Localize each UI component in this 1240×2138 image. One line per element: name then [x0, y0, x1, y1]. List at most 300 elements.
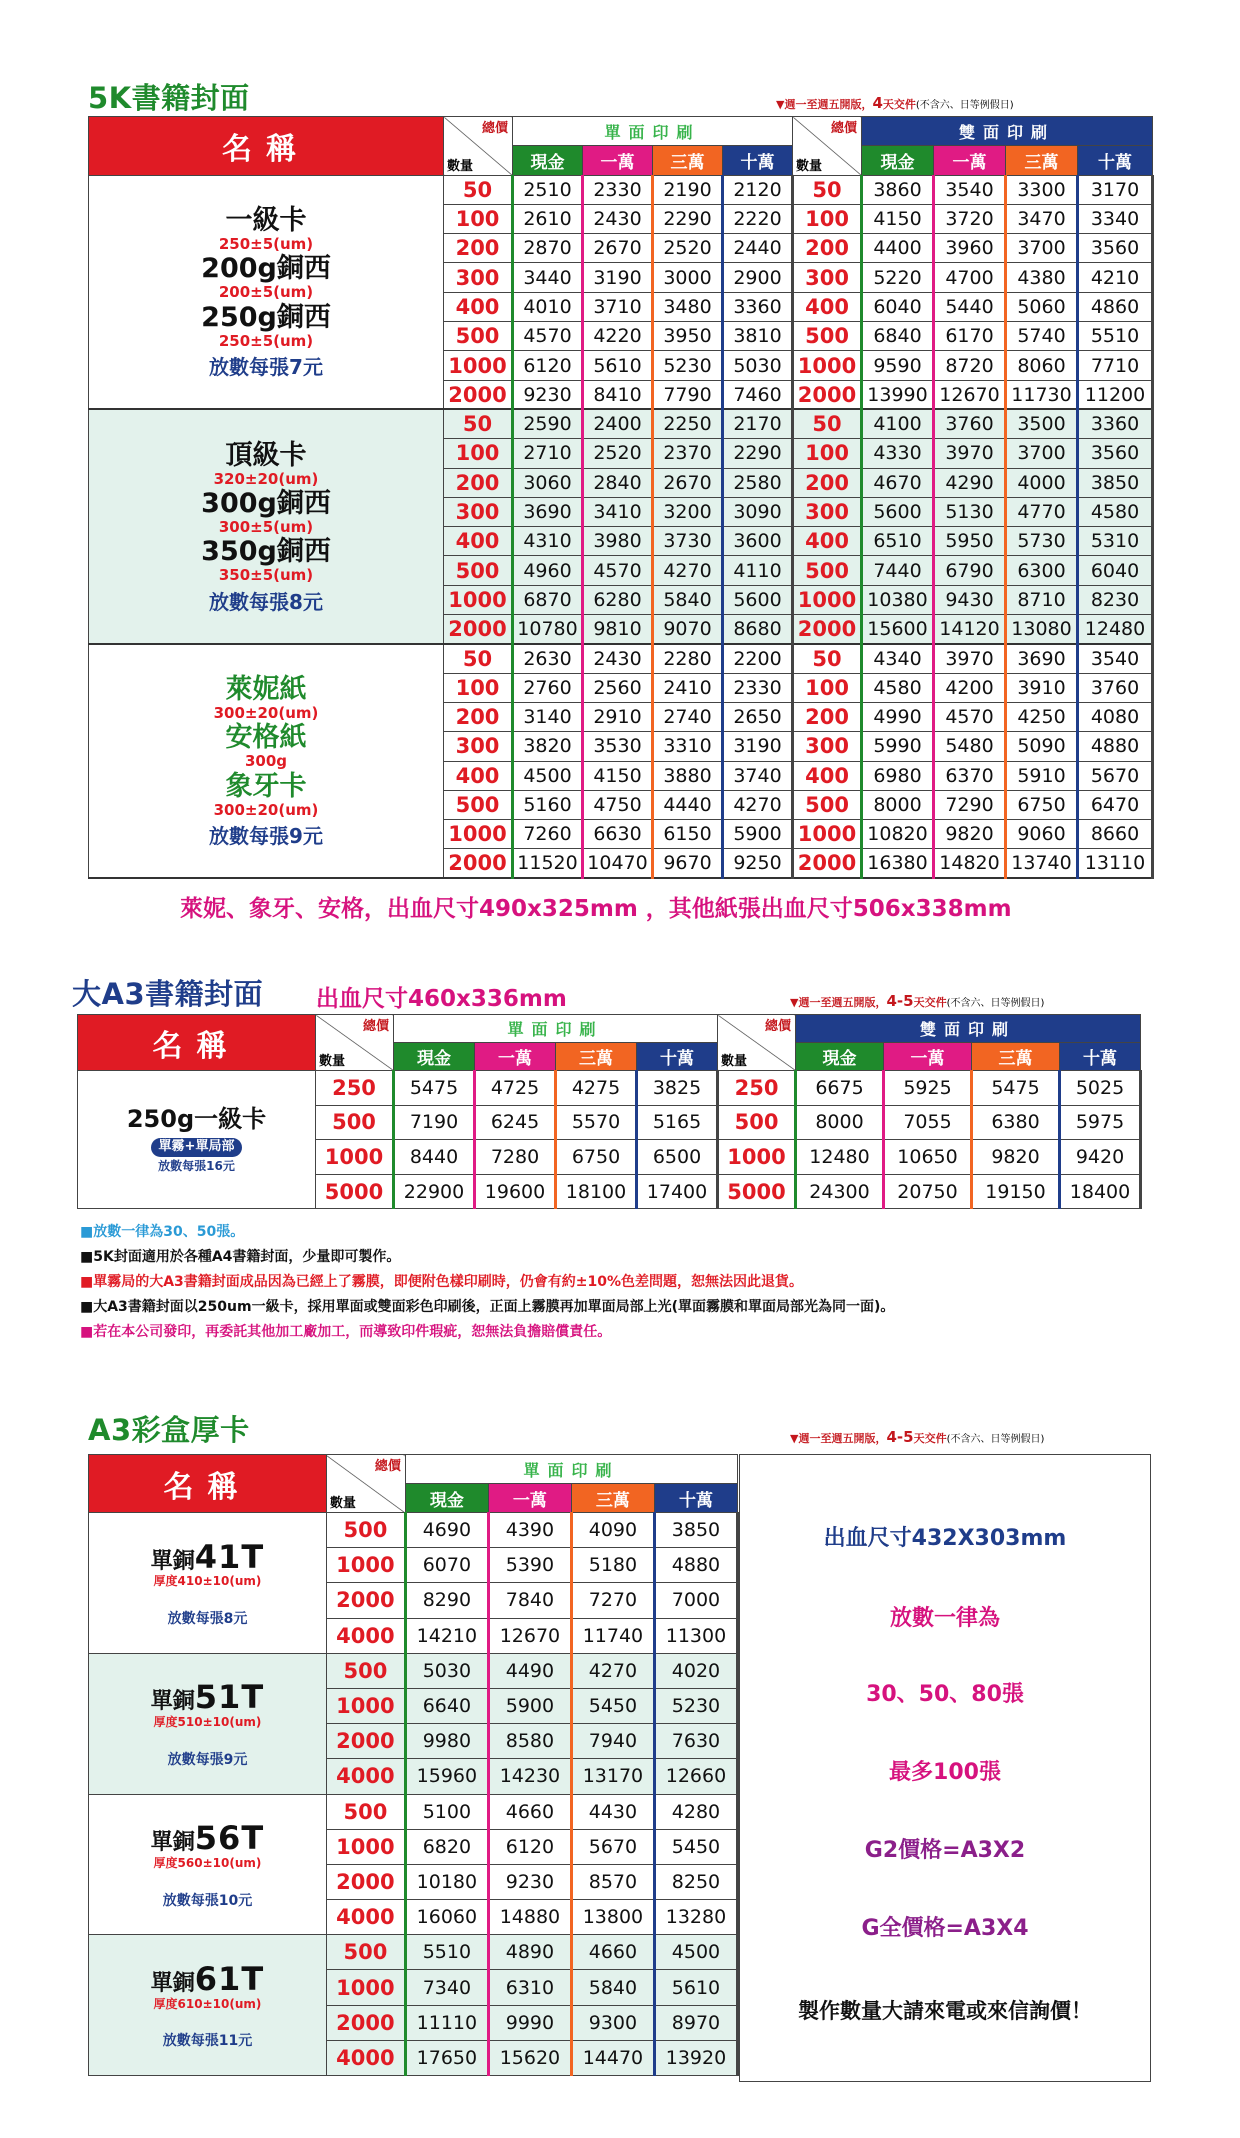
price-cell: 11300: [654, 1618, 737, 1653]
col-header: 一萬: [884, 1043, 972, 1071]
price-cell: 5160: [513, 790, 583, 819]
product-line: 頂級卡: [225, 439, 307, 471]
product-title: [93, 1961, 322, 1998]
price-cell: 3340: [1078, 204, 1153, 233]
price-cell: 3740: [723, 761, 793, 790]
price-cell: 5510: [1078, 322, 1153, 351]
price-cell: 15960: [405, 1759, 488, 1794]
qty-cell: 400: [793, 527, 862, 556]
price-cell: 7290: [934, 790, 1006, 819]
qty-cell: 1000: [444, 351, 513, 380]
price-cell: 4340: [862, 644, 934, 673]
price-cell: 3700: [1006, 234, 1078, 263]
price-cell: 6120: [488, 1829, 571, 1864]
price-cell: 4250: [1006, 702, 1078, 731]
product-name-cell: [89, 1794, 327, 1935]
price-cell: 3300: [1006, 175, 1078, 204]
info-line: 出血尺寸432X303mm: [823, 1526, 1067, 1551]
price-cell: 14820: [934, 849, 1006, 878]
col-header: 十萬: [1078, 146, 1153, 175]
price-cell: 3530: [583, 732, 653, 761]
qty-cell: 500: [793, 556, 862, 585]
price-cell: 6500: [637, 1140, 718, 1175]
qty-cell: 500: [326, 1935, 405, 1970]
price-cell: 4275: [556, 1071, 637, 1106]
price-cell: 9820: [972, 1140, 1060, 1175]
col-header: 現金: [796, 1043, 884, 1071]
price-cell: 14230: [488, 1759, 571, 1794]
note-mid: 天交件: [882, 98, 916, 111]
name-header: 名稱: [89, 1455, 327, 1513]
price-cell: 7000: [654, 1583, 737, 1618]
price-cell: 2410: [653, 673, 723, 702]
price-cell: 3540: [934, 175, 1006, 204]
col-header: 三萬: [556, 1043, 637, 1071]
col-header: 現金: [513, 146, 583, 175]
per-sheet: 放數每張9元: [167, 1751, 248, 1768]
qty-cell: 250: [316, 1071, 394, 1106]
product-code: 41T: [194, 1537, 265, 1576]
price-cell: 2520: [583, 439, 653, 468]
double-side-header: 雙面印刷: [796, 1015, 1141, 1043]
price-cell: 2120: [723, 175, 793, 204]
col-header: 三萬: [972, 1043, 1060, 1071]
total-qty-header: [444, 117, 513, 176]
price-cell: 12670: [934, 380, 1006, 409]
qty-cell: 100: [444, 439, 513, 468]
price-cell: 16380: [862, 849, 934, 878]
table-row: [89, 1794, 738, 1829]
price-cell: 8570: [571, 1864, 654, 1899]
price-cell: 4570: [934, 702, 1006, 731]
price-cell: 2590: [513, 409, 583, 438]
price-cell: 5310: [1078, 527, 1153, 556]
price-cell: 4660: [571, 1935, 654, 1970]
price-cell: 8000: [862, 790, 934, 819]
qty-cell: 1000: [326, 1548, 405, 1583]
price-cell: 12480: [1078, 615, 1153, 644]
qty-cell: 500: [793, 790, 862, 819]
price-cell: 9430: [934, 585, 1006, 614]
col-header: 三萬: [1006, 146, 1078, 175]
product-line: 250g銅西: [201, 301, 331, 333]
table-row: [89, 1513, 738, 1548]
price-cell: 5510: [405, 1935, 488, 1970]
product-code: 51T: [194, 1678, 265, 1717]
price-cell: 2330: [723, 673, 793, 702]
price-cell: 4880: [1078, 732, 1153, 761]
single-side-header: 單面印刷: [513, 117, 793, 146]
price-cell: 19600: [475, 1174, 556, 1209]
price-cell: 6370: [934, 761, 1006, 790]
price-cell: 2580: [723, 468, 793, 497]
price-cell: 4310: [513, 527, 583, 556]
price-cell: 12480: [796, 1140, 884, 1175]
price-cell: 4690: [405, 1513, 488, 1548]
section1-delivery-note: [776, 94, 1014, 112]
price-cell: 14120: [934, 615, 1006, 644]
qty-cell: 2000: [793, 849, 862, 878]
price-cell: 6840: [862, 322, 934, 351]
price-cell: 7270: [571, 1583, 654, 1618]
price-cell: 5610: [654, 1970, 737, 2005]
product-thickness: 厚度410±10(um): [153, 1574, 262, 1589]
qty-cell: 50: [793, 644, 862, 673]
price-cell: 3500: [1006, 409, 1078, 438]
price-cell: 7190: [394, 1105, 475, 1140]
price-cell: 4150: [583, 761, 653, 790]
price-cell: 3760: [934, 409, 1006, 438]
qty-cell: 200: [793, 702, 862, 731]
price-cell: 5925: [884, 1071, 972, 1106]
price-cell: 16060: [405, 1900, 488, 1935]
qty-cell: 200: [793, 468, 862, 497]
price-cell: 5670: [1078, 761, 1153, 790]
col-header: 一萬: [934, 146, 1006, 175]
qty-cell: 2000: [326, 1724, 405, 1759]
price-cell: 5600: [862, 497, 934, 526]
header-row: [78, 1015, 1141, 1043]
price-cell: 6675: [796, 1071, 884, 1106]
price-cell: 19150: [972, 1174, 1060, 1209]
qty-cell: 2000: [793, 615, 862, 644]
qty-cell: 1000: [316, 1140, 394, 1175]
product-title: [93, 1679, 322, 1716]
price-cell: 12670: [488, 1618, 571, 1653]
name-header: 名稱: [78, 1015, 316, 1071]
total-label: 總價: [765, 1019, 792, 1034]
price-cell: 3360: [1078, 409, 1153, 438]
price-cell: 6750: [556, 1140, 637, 1175]
col-header: 現金: [394, 1043, 475, 1071]
price-cell: 5600: [723, 585, 793, 614]
product-name-cell: [89, 644, 444, 878]
pill-wrap: [82, 1136, 311, 1157]
qty-cell: 2000: [444, 615, 513, 644]
price-cell: 8710: [1006, 585, 1078, 614]
price-cell: 6790: [934, 556, 1006, 585]
price-cell: 4990: [862, 702, 934, 731]
qty-cell: 300: [793, 732, 862, 761]
note-line: ■大A3書籍封面以250um一級卡，採用單面或雙面彩色印刷後，正面上霧膜再加單面局部上光(單面霧膜和單面局部光為同一面)。: [80, 1299, 895, 1315]
product-name-cell: [89, 175, 444, 409]
qty-cell: 50: [444, 175, 513, 204]
table-row: [89, 1653, 738, 1688]
price-cell: 3820: [513, 732, 583, 761]
price-cell: 5100: [405, 1794, 488, 1829]
price-cell: 5130: [934, 497, 1006, 526]
price-cell: 5450: [654, 1829, 737, 1864]
price-cell: 6070: [405, 1548, 488, 1583]
price-cell: 5840: [653, 585, 723, 614]
section2-title: 大A3書籍封面: [72, 977, 264, 1011]
price-cell: 8660: [1078, 820, 1153, 849]
price-cell: 8580: [488, 1724, 571, 1759]
total-qty-header: [316, 1015, 394, 1071]
price-cell: 2610: [513, 204, 583, 233]
price-cell: 3850: [654, 1513, 737, 1548]
price-cell: 5900: [723, 820, 793, 849]
note-prefix: ▼週一至週五開版，: [776, 98, 873, 111]
price-cell: 5475: [394, 1071, 475, 1106]
price-cell: 13170: [571, 1759, 654, 1794]
price-cell: 20750: [884, 1174, 972, 1209]
price-cell: 17400: [637, 1174, 718, 1209]
product-line: 300±20(um): [213, 704, 319, 723]
price-cell: 8970: [654, 2005, 737, 2040]
qty-cell: 100: [793, 204, 862, 233]
price-cell: 8250: [654, 1864, 737, 1899]
price-cell: 12660: [654, 1759, 737, 1794]
price-cell: 4270: [571, 1653, 654, 1688]
price-cell: 3860: [862, 175, 934, 204]
note-post: (不含六、日等例假日): [915, 100, 1014, 111]
price-cell: 11110: [405, 2005, 488, 2040]
price-cell: 8720: [934, 351, 1006, 380]
price-cell: 11520: [513, 849, 583, 878]
price-cell: 5900: [488, 1688, 571, 1723]
col-header: 一萬: [475, 1043, 556, 1071]
price-cell: 4570: [513, 322, 583, 351]
price-cell: 5440: [934, 292, 1006, 321]
col-header: 十萬: [654, 1484, 737, 1513]
note-mid: 天交件: [913, 996, 947, 1009]
price-cell: 6280: [583, 585, 653, 614]
price-cell: 4010: [513, 292, 583, 321]
price-cell: 4330: [862, 439, 934, 468]
qty-cell: 500: [793, 322, 862, 351]
price-cell: 7460: [723, 380, 793, 409]
qty-cell: 300: [793, 497, 862, 526]
price-cell: 10780: [513, 615, 583, 644]
price-cell: 18400: [1060, 1174, 1141, 1209]
price-cell: 2910: [583, 702, 653, 731]
price-cell: 4660: [488, 1794, 571, 1829]
product-line: 250g一級卡: [126, 1104, 267, 1133]
product-title: [93, 1539, 322, 1576]
price-cell: 5165: [637, 1105, 718, 1140]
product-name-lines: [82, 1106, 311, 1174]
price-cell: 10180: [405, 1864, 488, 1899]
qty-cell: 400: [444, 292, 513, 321]
price-cell: 13990: [862, 380, 934, 409]
info-line: 最多100張: [889, 1760, 1001, 1785]
price-cell: 3560: [1078, 234, 1153, 263]
price-cell: 7630: [654, 1724, 737, 1759]
price-cell: 5450: [571, 1688, 654, 1723]
per-sheet: 放數每張10元: [162, 1892, 253, 1909]
price-cell: 4080: [1078, 702, 1153, 731]
price-cell: 6150: [653, 820, 723, 849]
price-cell: 22900: [394, 1174, 475, 1209]
price-cell: 9820: [934, 820, 1006, 849]
price-cell: 5390: [488, 1548, 571, 1583]
price-cell: 6040: [862, 292, 934, 321]
qty-cell: 4000: [326, 1900, 405, 1935]
qty-cell: 100: [793, 439, 862, 468]
price-cell: 8680: [723, 615, 793, 644]
price-cell: 3470: [1006, 204, 1078, 233]
qty-cell: 200: [444, 468, 513, 497]
info-line: G全價格=A3X4: [861, 1916, 1029, 1941]
price-cell: 4430: [571, 1794, 654, 1829]
price-cell: 5670: [571, 1829, 654, 1864]
price-cell: 4270: [723, 790, 793, 819]
price-cell: 3410: [583, 497, 653, 526]
price-cell: 2400: [583, 409, 653, 438]
info-line: G2價格=A3X2: [864, 1838, 1026, 1863]
price-cell: 4090: [571, 1513, 654, 1548]
price-cell: 9670: [653, 849, 723, 878]
price-cell: 13800: [571, 1900, 654, 1935]
price-cell: 5090: [1006, 732, 1078, 761]
per-sheet: 放數每張11元: [162, 2033, 253, 2050]
price-cell: 7440: [862, 556, 934, 585]
table-row: [78, 1071, 1141, 1106]
price-cell: 15600: [862, 615, 934, 644]
price-cell: 4580: [862, 673, 934, 702]
price-cell: 3440: [513, 263, 583, 292]
price-cell: 4725: [475, 1071, 556, 1106]
section2-price-table: [77, 1014, 1142, 1209]
price-cell: 3360: [723, 292, 793, 321]
qty-label: 數量: [329, 1496, 356, 1511]
product-prefix: 單銅: [150, 1689, 195, 1715]
product-line: 320±20(um): [213, 469, 319, 488]
qty-cell: 2000: [326, 2005, 405, 2040]
product-name-cell: [89, 1935, 327, 2076]
price-cell: 9810: [583, 615, 653, 644]
price-cell: 3140: [513, 702, 583, 731]
info-line: 製作數量大請來電或來信詢價！: [798, 1999, 1092, 2023]
price-cell: 2280: [653, 644, 723, 673]
price-cell: 4380: [1006, 263, 1078, 292]
price-cell: 6640: [405, 1688, 488, 1723]
qty-cell: 500: [444, 322, 513, 351]
qty-cell: 100: [444, 204, 513, 233]
price-cell: 9060: [1006, 820, 1078, 849]
qty-cell: 250: [718, 1071, 796, 1106]
price-cell: 2430: [583, 204, 653, 233]
price-cell: 2520: [653, 234, 723, 263]
price-cell: 6630: [583, 820, 653, 849]
qty-cell: 300: [444, 497, 513, 526]
price-cell: 5990: [862, 732, 934, 761]
price-cell: 10470: [583, 849, 653, 878]
price-cell: 8000: [796, 1105, 884, 1140]
qty-cell: 1000: [793, 820, 862, 849]
price-cell: 6170: [934, 322, 1006, 351]
price-cell: 4570: [583, 556, 653, 585]
product-thickness: 厚度610±10(um): [153, 1996, 262, 2011]
note-line: ■5K封面適用於各種A4書籍封面，少量即可製作。: [80, 1249, 401, 1265]
price-cell: 5220: [862, 263, 934, 292]
price-cell: 18100: [556, 1174, 637, 1209]
price-cell: 9300: [571, 2005, 654, 2040]
product-line: 安格紙: [225, 722, 307, 754]
single-side-header: 單面印刷: [394, 1015, 718, 1043]
section2-bleed-size: 出血尺寸460x336mm: [316, 986, 567, 1012]
product-name-cell: [89, 1653, 327, 1794]
price-cell: 2670: [653, 468, 723, 497]
price-cell: 4150: [862, 204, 934, 233]
note-line: ■單霧局的大A3書籍封面成品因為已經上了霧膜，即便附色樣印刷時，仍會有約±10%色差問題，恕無法因此退貨。: [80, 1274, 804, 1290]
price-cell: 3310: [653, 732, 723, 761]
price-cell: 4390: [488, 1513, 571, 1548]
price-cell: 5475: [972, 1071, 1060, 1106]
price-cell: 4290: [934, 468, 1006, 497]
product-code: 56T: [194, 1819, 265, 1858]
product-thickness: 厚度510±10(um): [153, 1715, 262, 1730]
total-qty-header: [326, 1455, 405, 1513]
price-cell: 4200: [934, 673, 1006, 702]
price-cell: 2290: [653, 204, 723, 233]
price-cell: 3690: [1006, 644, 1078, 673]
product-line: 200±5(um): [218, 283, 314, 302]
qty-cell: 500: [316, 1105, 394, 1140]
price-cell: 3825: [637, 1071, 718, 1106]
section2-delivery-note: [790, 992, 1044, 1010]
qty-cell: 500: [718, 1105, 796, 1140]
price-cell: 3190: [583, 263, 653, 292]
header-row: [89, 117, 1153, 146]
total-label: 總價: [374, 1459, 401, 1474]
price-cell: 4440: [653, 790, 723, 819]
price-cell: 8410: [583, 380, 653, 409]
product-name-lines: [93, 440, 439, 614]
price-cell: 6980: [862, 761, 934, 790]
price-cell: 4500: [654, 1935, 737, 1970]
price-cell: 5730: [1006, 527, 1078, 556]
price-cell: 3810: [723, 322, 793, 351]
price-cell: 2330: [583, 175, 653, 204]
qty-cell: 500: [326, 1653, 405, 1688]
product-name-lines: [93, 1820, 322, 1909]
price-cell: 2440: [723, 234, 793, 263]
price-cell: 17650: [405, 2040, 488, 2075]
price-cell: 2670: [583, 234, 653, 263]
price-cell: 4860: [1078, 292, 1153, 321]
product-name-cell: [89, 409, 444, 643]
qty-cell: 500: [326, 1513, 405, 1548]
price-cell: 13920: [654, 2040, 737, 2075]
price-cell: 3540: [1078, 644, 1153, 673]
price-cell: 5950: [934, 527, 1006, 556]
info-line: 放數一律為: [889, 1606, 1000, 1631]
price-cell: 4100: [862, 409, 934, 438]
qty-cell: 4000: [326, 1618, 405, 1653]
product-line: 放數每張9元: [209, 823, 323, 848]
price-cell: 2430: [583, 644, 653, 673]
price-cell: 6380: [972, 1105, 1060, 1140]
qty-cell: 1000: [326, 1829, 405, 1864]
price-cell: 2560: [583, 673, 653, 702]
price-cell: 5840: [571, 1970, 654, 2005]
qty-cell: 4000: [326, 2040, 405, 2075]
price-cell: 5610: [583, 351, 653, 380]
product-prefix: 單銅: [150, 1970, 195, 1996]
price-cell: 15620: [488, 2040, 571, 2075]
qty-cell: 5000: [316, 1174, 394, 1209]
product-line: 300±5(um): [218, 518, 314, 537]
price-cell: 6120: [513, 351, 583, 380]
double-side-header: 雙面印刷: [862, 117, 1153, 146]
price-cell: 7260: [513, 820, 583, 849]
price-cell: 6245: [475, 1105, 556, 1140]
price-cell: 4580: [1078, 497, 1153, 526]
table-row: [89, 175, 1153, 204]
price-cell: 2740: [653, 702, 723, 731]
